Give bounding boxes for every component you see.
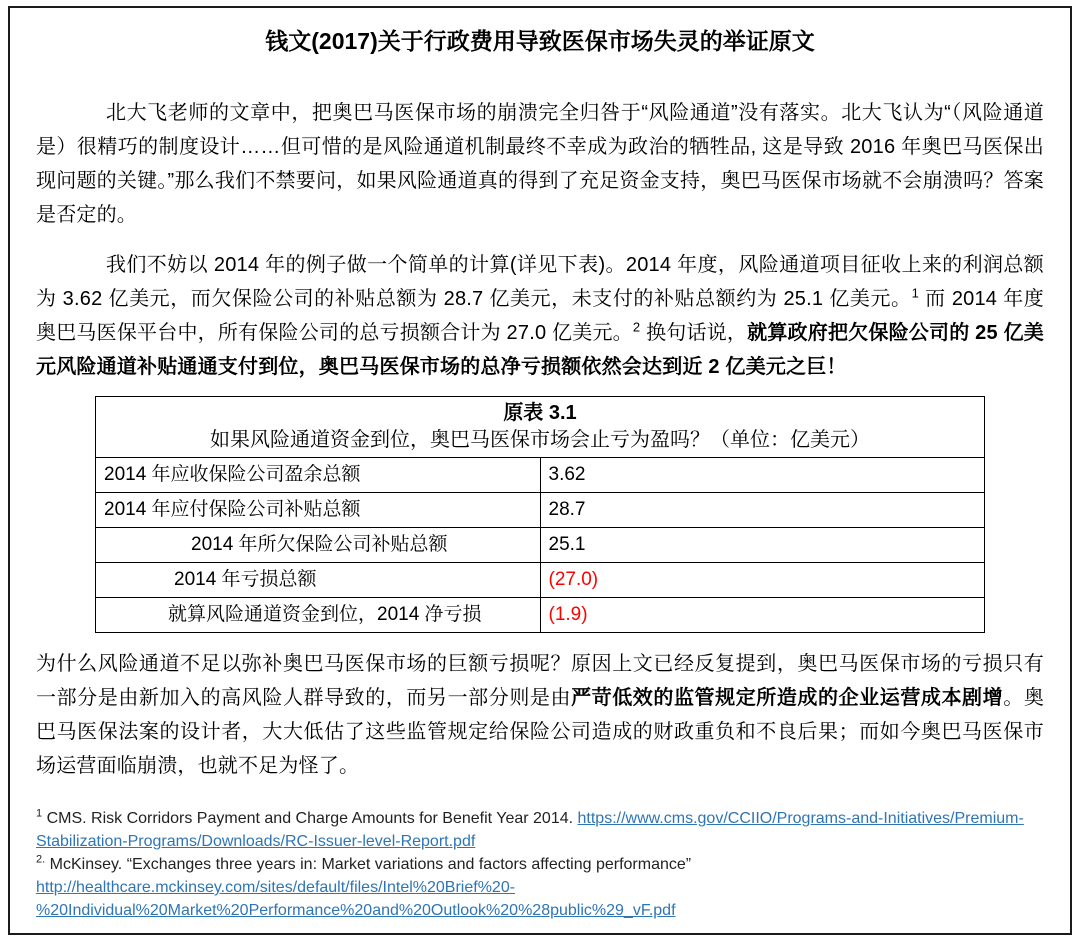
table-row xyxy=(96,598,985,633)
paragraph-3 xyxy=(36,647,1044,783)
table-subtitle: 如果风险通道资金到位，奥巴马医保市场会止亏为盈吗？（单位：亿美元） xyxy=(210,429,870,451)
footnote-1-text: CMS. Risk Corridors Payment and Charge Amounts for Benefit Year 2014. xyxy=(42,810,578,827)
footnote-1 xyxy=(36,807,1044,853)
footnotes-section xyxy=(36,807,1044,922)
footnote-1-link[interactable]: https://www.cms.gov/CCIIO/Programs-and-Initiatives/Premium-Stabilization-Programs/Downloads/RC-Issuer-level-Report.pdf xyxy=(36,810,1024,850)
paragraph-1-text: 北大飞老师的文章中，把奥巴马医保市场的崩溃完全归咎于“风险通道”没有落实。北大飞认为“（风险通道是）很精巧的制度设计……但可惜的是风险通道机制最终不幸成为政治的牺牲品, 这是导致 2016 年奥巴马医保出现问题的关键。”那么我们不禁要问，如果风险通道真的得到了充足资金支持，奥巴马医保市场就不会崩溃吗？答案是否定的。 xyxy=(36,102,1044,226)
paragraph-3-text-b: 。奥巴马医保法案的设计者，大大低估了这些监管规定给保险公司造成的财政重负和不良后果；而如今奥巴马医保市场运营面临崩溃，也就不足为怪了。 xyxy=(36,687,1045,777)
table-row-value: 3.62 xyxy=(540,458,985,493)
table-row-label: 2014 年应收保险公司盈余总额 xyxy=(96,458,541,493)
paragraph-2-bold-text: 就算政府把欠保险公司的 25 亿美元风险通道补贴通通支付到位，奥巴马医保市场的总净亏损额依然会达到近 2 亿美元之巨！ xyxy=(36,322,1044,378)
paragraph-3-bold-text: 严苛低效的监管规定所造成的企业运营成本剧增 xyxy=(571,687,1004,709)
table-row-label: 2014 年所欠保险公司补贴总额 xyxy=(96,528,541,563)
document-page xyxy=(8,6,1072,935)
document-title: 钱文(2017)关于行政费用导致医保市场失灵的举证原文 xyxy=(265,28,815,54)
paragraph-2-text-a: 我们不妨以 2014 年的例子做一个简单的计算(详见下表)。2014 年度，风险通道项目征收上来的利润总额为 3.62 亿美元，而欠保险公司的补贴总额为 28.7 亿美元，未支付的补贴总额约为 25.1 亿美元。 xyxy=(36,254,1044,310)
paragraph-2-text-c: 换句话说， xyxy=(640,322,748,344)
table-row-value-negative: (27.0) xyxy=(540,563,985,598)
table-row-value-negative: (1.9) xyxy=(540,598,985,633)
table-title: 原表 3.1 xyxy=(503,402,577,424)
table-row-label: 2014 年应付保险公司补贴总额 xyxy=(96,493,541,528)
table-row-value: 25.1 xyxy=(540,528,985,563)
footnote-ref-1: 1 xyxy=(911,285,920,301)
footnote-1-marker: 1 xyxy=(36,807,43,820)
paragraph-1 xyxy=(36,96,1044,232)
table-row-value: 28.7 xyxy=(540,493,985,528)
paragraph-2-text-b: 而 2014 年度奥巴马医保平台中，所有保险公司的总亏损额合计为 27.0 亿美元。 xyxy=(36,288,1044,344)
table-row xyxy=(96,458,985,493)
footnote-2 xyxy=(36,853,1044,922)
footnote-2-link[interactable]: http://healthcare.mckinsey.com/sites/default/files/Intel%20Brief%20-%20Individual%20Market%20Performance%20and%20Outlook%20%28public%29_vF.pdf xyxy=(36,879,676,919)
footnote-2-text: McKinsey. “Exchanges three years in: Market variations and factors affecting performance” xyxy=(45,856,692,873)
paragraph-2 xyxy=(36,248,1044,384)
footnote-ref-2: 2 xyxy=(632,319,641,335)
table-row xyxy=(96,493,985,528)
table-row xyxy=(96,563,985,598)
table-row-label: 就算风险通道资金到位，2014 净亏损 xyxy=(96,598,541,633)
paragraph-3-text-a: 为什么风险通道不足以弥补奥巴马医保市场的巨额亏损呢？原因上文已经反复提到，奥巴马医保市场的亏损只有一部分是由新加入的高风险人群导致的，而另一部分则是由 xyxy=(36,653,1044,709)
table-3-1 xyxy=(95,396,985,633)
table-row xyxy=(96,528,985,563)
table-header-row xyxy=(96,397,985,458)
table-row-label: 2014 年亏损总额 xyxy=(96,563,541,598)
footnote-2-marker: 2. xyxy=(36,853,46,866)
